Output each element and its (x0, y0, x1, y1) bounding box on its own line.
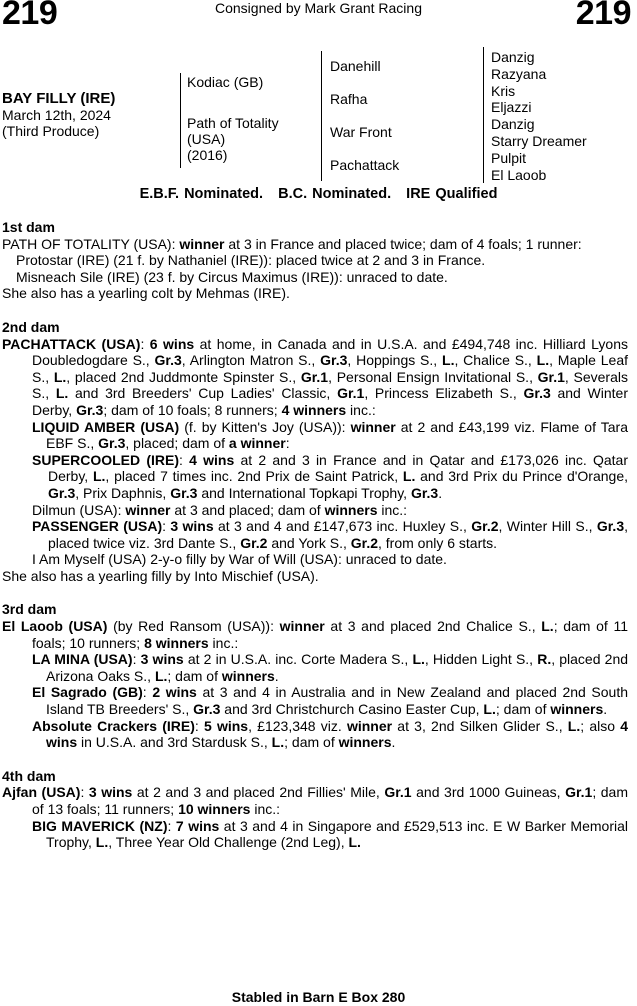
gen2-dam-sire: War Front (330, 124, 392, 140)
pedigree-paragraph: Dilmun (USA): winner at 3 and placed; dam of winners inc.: (32, 501, 408, 518)
pedigree-paragraph: She also has a yearling filly by Into Mischief (USA). (2, 567, 319, 584)
pedigree-paragraph: El Laoob (USA) (by Red Ransom (USA)): winner at 3 and placed 2nd Chalice S., L.; dam of 11 foals; 10 runners; 8 winners inc.: (2, 618, 628, 651)
pedigree-paragraph: She also has a yearling colt by Mehmas (IRE). (2, 285, 290, 302)
dam-name-line1: Path of Totality (187, 115, 279, 131)
section-heading: 3rd dam (2, 601, 57, 618)
section-heading: 2nd dam (2, 318, 60, 335)
gen2-dam-dam: Pachattack (330, 157, 400, 173)
produce-note: (Third Produce) (2, 123, 100, 139)
pedigree-paragraph: Ajfan (USA): 3 wins at 2 and 3 and placed 2nd Fillies' Mile, Gr.1 and 3rd 1000 Guineas, Gr.1; dam of 13 foals; 11 runners; 10 winners inc.: (2, 784, 628, 817)
section-gap (2, 584, 628, 601)
pedigree-paragraph: SUPERCOOLED (IRE): 4 wins at 2 and 3 in France and in Qatar and £173,026 inc. Qatar Derby, L., placed 7 times inc. 2nd Prix de Saint Patrick, L. and 3rd Prix du Prince d'Orange, Gr.3, Prix Daphnis, Gr.3 and International Topkapi Trophy, Gr.3. (32, 451, 628, 501)
gen3-7: Pulpit (491, 149, 527, 166)
dam-name-line2: (USA) (187, 131, 226, 147)
pedigree-paragraph: Misneach Sile (IRE) (23 f. by Circus Maximus (IRE)): unraced to date. (16, 268, 448, 285)
section-heading: 1st dam (2, 219, 55, 235)
pedigree-paragraph: Protostar (IRE) (21 f. by Nathaniel (IRE)): placed twice at 2 and 3 in France. (16, 252, 486, 269)
foaling-date: March 12th, 2024 (2, 107, 111, 123)
gen3-8: El Laoob (491, 166, 547, 183)
pedigree-paragraph: LA MINA (USA): 3 wins at 2 in U.S.A. inc. Corte Madera S., L., Hidden Light S., R., placed 2nd Arizona Oaks S., L.; dam of winners. (32, 651, 629, 684)
section-gap (2, 302, 628, 319)
gen3-4: Eljazzi (491, 99, 532, 116)
pedigree-bracket-2 (321, 51, 322, 181)
pedigree-paragraph: PATH OF TOTALITY (USA): winner at 3 in France and placed twice; dam of 4 foals; 1 runner: (2, 235, 582, 252)
gen3-3: Kris (491, 82, 516, 99)
gen2-sire-dam: Rafha (330, 91, 368, 107)
pedigree-gen2 (330, 58, 399, 173)
lot-number-left: 219 (2, 0, 58, 32)
pedigree-paragraph: Absolute Crackers (IRE): 5 wins, £123,348 viz. winner at 3, 2nd Silken Glider S., L.; also 4 wins in U.S.A. and 3rd Stardusk S., L.; dam of winners. (32, 717, 628, 751)
dam-name-line3: (2016) (187, 147, 228, 163)
gen3-5: Danzig (491, 116, 535, 133)
gen2-sire-sire: Danehill (330, 58, 381, 74)
gen3-2: Razyana (491, 65, 547, 82)
consignor-line: Consigned by Mark Grant Racing (215, 0, 422, 16)
nominations-line: E.B.F. Nominated. B.C. Nominated. IRE Qualified (139, 186, 498, 202)
horse-identity (2, 91, 115, 139)
catalogue-body (2, 219, 628, 851)
pedigree-paragraph: I Am Myself (USA) 2-y-o filly by War of Will (USA): unraced to date. (32, 551, 447, 568)
pedigree-bracket-3 (483, 47, 484, 183)
sire-name: Kodiac (GB) (187, 74, 264, 90)
pedigree-paragraph: LIQUID AMBER (USA) (f. by Kitten's Joy (USA)): winner at 2 and £43,199 viz. Flame of Tara EBF S., Gr.3, placed; dam of a winner: (32, 418, 628, 452)
section-gap (2, 751, 628, 768)
pedigree-dam (187, 115, 279, 163)
pedigree-paragraph: El Sagrado (GB): 2 wins at 3 and 4 in Australia and in New Zealand and placed 2nd South Island TB Breeders' S., Gr.3 and 3rd Christchurch Casino Easter Cup, L.; dam of winners. (32, 684, 628, 718)
stabling-footer: Stabled in Barn E Box 280 (231, 989, 406, 1005)
horse-name: BAY FILLY (IRE) (2, 90, 116, 107)
section-heading: 4th dam (2, 767, 56, 784)
gen3-6: Starry Dreamer (491, 132, 587, 149)
pedigree-paragraph: PASSENGER (USA): 3 wins at 3 and 4 and £147,673 inc. Huxley S., Gr.2, Winter Hill S., Gr.3, placed twice viz. 3rd Dante S., Gr.2 and York S., Gr.2, from only 6 starts. (32, 518, 628, 551)
pedigree-sire (187, 74, 263, 90)
gen3-1: Danzig (491, 49, 535, 65)
pedigree-paragraph: PACHATTACK (USA): 6 wins at home, in Canada and in U.S.A. and £494,748 inc. Hilliard Lyons Doubledogdare S., Gr.3, Arlington Matron S., Gr.3, Hoppings S., L., Chalice S., L., Maple Leaf S., L., placed 2nd Juddmonte Spinster S., Gr.1, Personal Ensign Invitational S., Gr.1, Severals S., L. and 3rd Breeders' Cup Ladies' Classic, Gr.1, Princess Elizabeth S., Gr.3 and Winter Derby, Gr.3; dam of 10 foals; 8 runners; 4 winners inc.: (2, 335, 629, 418)
pedigree-gen3 (491, 49, 587, 183)
lot-number-right: 219 (575, 0, 631, 32)
pedigree-bracket-1 (180, 73, 181, 168)
pedigree-paragraph: BIG MAVERICK (NZ): 7 wins at 3 and 4 in Singapore and £529,513 inc. E W Barker Memorial Trophy, L., Three Year Old Challenge (2nd Leg), L. (32, 817, 628, 851)
